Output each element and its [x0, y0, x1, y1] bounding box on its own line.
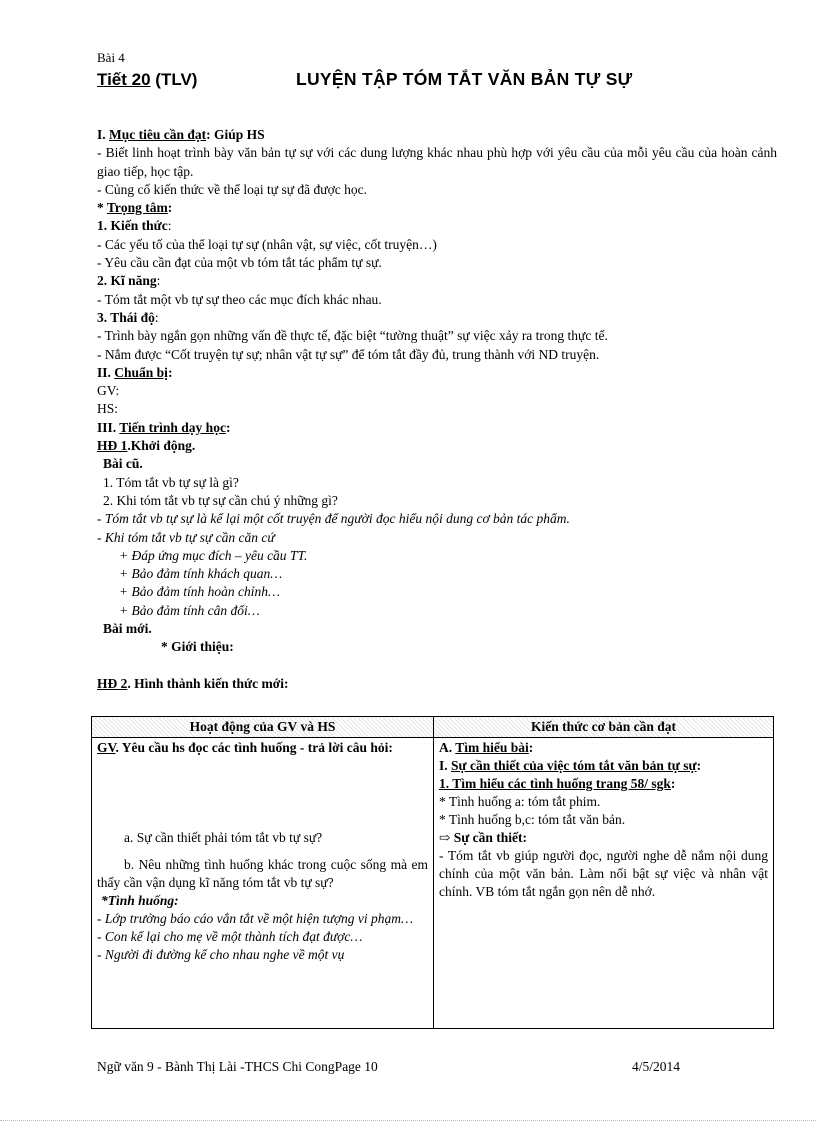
knowledge-2: - Yêu cầu cần đạt của một vb tóm tắt tác phẩm tự sự. [97, 255, 382, 271]
attitude-1: - Trình bày ngắn gọn những vấn đề thực tế, đặc biệt “tường thuật” sự việc xảy ra trong thực tế. [97, 328, 608, 344]
spacer [97, 657, 777, 675]
hd2-label: HĐ 2 [97, 675, 128, 691]
section2-heading [97, 364, 777, 382]
necessity-title: Sự cần thiết: [450, 830, 528, 845]
goal-2: - Củng cố kiến thức về thể loại tự sự đã được học. [97, 181, 367, 197]
section3-heading [97, 419, 777, 437]
footer-date: 4/5/2014 [632, 1059, 681, 1074]
gv-label: GV [97, 740, 116, 755]
focus-star: * [97, 200, 107, 216]
knowledge-1: - Các yếu tố của thể loại tự sự (nhân vật, sự việc, cốt truyện…) [97, 236, 437, 252]
skills-1: - Tóm tắt một vb tự sự theo các mục đích khác nhau. [97, 291, 382, 307]
section-i-title: Sự cần thiết của việc tóm tắt văn bản tự sự [451, 758, 697, 773]
subsection-1-title: 1. Tìm hiểu các tình huống trang 58/ sgk [439, 776, 671, 791]
gv-text: . Yêu cầu hs đọc các tình huống - trả lời câu hỏi: [115, 740, 393, 755]
answer-2-4: + Bảo đảm tính cân đối… [119, 602, 260, 618]
section-i [439, 757, 768, 775]
answer-2-1: + Đáp ứng mục đích – yêu cầu TT. [119, 547, 308, 563]
blank-space-2 [97, 847, 428, 856]
answer-1 [97, 510, 777, 528]
answer-1-text: - Tóm tắt vb tự sự là kể lại một cốt truyện để người đọc hiểu nội dung cơ bản tác phẩm. [97, 511, 570, 527]
focus-heading [97, 199, 777, 217]
document-body [97, 126, 777, 693]
knowledge-colon: : [167, 218, 172, 234]
answer-2: - Khi tóm tắt vb tự sự cần căn cứ [97, 529, 275, 545]
situations-heading: *Tình huống: [101, 893, 179, 908]
subsection-1 [439, 775, 768, 793]
gv-instruction [97, 739, 428, 757]
focus-colon: : [167, 200, 173, 216]
section1-heading [97, 126, 777, 144]
attitude-colon: : [154, 309, 159, 325]
section1-title: Mục tiêu cần đạt [109, 127, 207, 142]
subsection-1-colon: : [670, 776, 676, 791]
lesson-number: Bài 4 [97, 50, 125, 65]
blank-space [97, 757, 428, 829]
skills-heading [97, 272, 777, 290]
hd1-heading [97, 437, 777, 455]
section2-num: II. [97, 364, 111, 380]
attitude-heading [97, 309, 777, 327]
section-a-title: Tìm hiểu bài [455, 740, 529, 755]
situation-bc: * Tình huống b,c: tóm tắt văn bản. [439, 812, 626, 827]
col-header-activities: Hoạt động của GV và HS [92, 717, 434, 738]
section-i-label: I. [439, 758, 452, 773]
new-lesson: Bài mới. [103, 621, 152, 637]
necessity-heading [439, 829, 768, 847]
situation-1: - Lớp trưởng báo cáo vắn tắt về một hiện tượng vi phạm… [97, 911, 414, 926]
page-title: LUYỆN TẬP TÓM TẮT VĂN BẢN TỰ SỰ [296, 69, 633, 89]
question-a: a. Sự cần thiết phải tóm tắt vb tự sự? [124, 830, 323, 845]
period-type: (TLV) [155, 70, 198, 89]
knowledge-heading [97, 217, 777, 235]
section-a [439, 739, 768, 757]
hd2-heading [97, 675, 777, 693]
necessity-text: - Tóm tắt vb giúp người đọc, người nghe dễ nắm nội dung chính của một văn bản. Làm nổi bật sự việc và nhân vật chính. VB tóm tắt ngắn gọn nên dễ nhớ. [439, 848, 768, 899]
question-2: 2. Khi tóm tắt vb tự sự cần chú ý những gì? [103, 492, 338, 508]
period-number: Tiết 20 [97, 70, 151, 89]
section3-colon: : [225, 419, 231, 435]
hd1-rest: .Khởi động. [127, 438, 196, 454]
situation-a: * Tình huống a: tóm tắt phim. [439, 794, 601, 809]
page-divider [0, 1120, 816, 1121]
question-1: 1. Tóm tắt vb tự sự là gì? [103, 474, 239, 490]
intro: * Giới thiệu: [161, 639, 234, 655]
prep-gv: GV: [97, 383, 120, 399]
content-table [91, 716, 774, 1029]
section1-rest: : Giúp HS [206, 127, 265, 142]
table-header-row [92, 717, 774, 738]
section3-num: III. [97, 419, 117, 435]
knowledge-title: 1. Kiến thức [97, 218, 168, 234]
attitude-2: - Nắm được “Cốt truyện tự sự; nhân vật tự sự” để tóm tắt đầy đủ, trung thành với ND truyện. [97, 346, 600, 362]
answer-2-3: + Bảo đảm tính hoàn chỉnh… [119, 584, 280, 600]
section-i-colon: : [696, 758, 702, 773]
prep-hs: HS: [97, 401, 119, 417]
skills-colon: : [156, 273, 161, 289]
section2-colon: : [167, 364, 173, 380]
answer-2-2: + Bảo đảm tính khách quan… [119, 566, 283, 582]
activities-cell [92, 738, 434, 1029]
attitude-title: 3. Thái độ [97, 309, 155, 325]
col-header-knowledge: Kiến thức cơ bản cần đạt [434, 717, 774, 738]
situation-3: - Người đi đường kể cho nhau nghe về một vụ [97, 947, 345, 962]
section-a-label: A. [439, 740, 456, 755]
section1-num: I. [97, 127, 106, 142]
knowledge-cell [434, 738, 774, 1029]
goal-1: - Biết linh hoạt trình bày văn bản tự sự với các dung lượng khác nhau phù hợp với yêu cầu của mỗi yêu cầu của hoàn cảnh giao tiếp, học tập. [97, 145, 777, 179]
page-footer: Ngữ văn 9 - Bành Thị Lài -THCS Chi CongPage 10 [97, 1059, 378, 1074]
skills-title: 2. Kĩ năng [97, 273, 157, 289]
focus-title: Trọng tâm [106, 200, 168, 216]
section-a-colon: : [528, 740, 534, 755]
section3-title: Tiến trình dạy học [119, 419, 226, 435]
arrow-right-icon: ⇨ [439, 830, 451, 845]
old-lesson: Bài cũ. [103, 456, 143, 472]
section2-title: Chuẩn bị [114, 364, 168, 380]
hd1-label: HĐ 1 [97, 438, 128, 454]
situation-2: - Con kể lại cho mẹ về một thành tích đạt được… [97, 929, 363, 944]
period-label [97, 70, 197, 90]
hd2-rest: . Hình thành kiến thức mới: [127, 675, 289, 691]
table-row [92, 738, 774, 1029]
question-b: b. Nêu những tình huống khác trong cuộc sống mà em thấy cần vận dụng kĩ năng tóm tắt vb tự sự? [97, 857, 428, 890]
